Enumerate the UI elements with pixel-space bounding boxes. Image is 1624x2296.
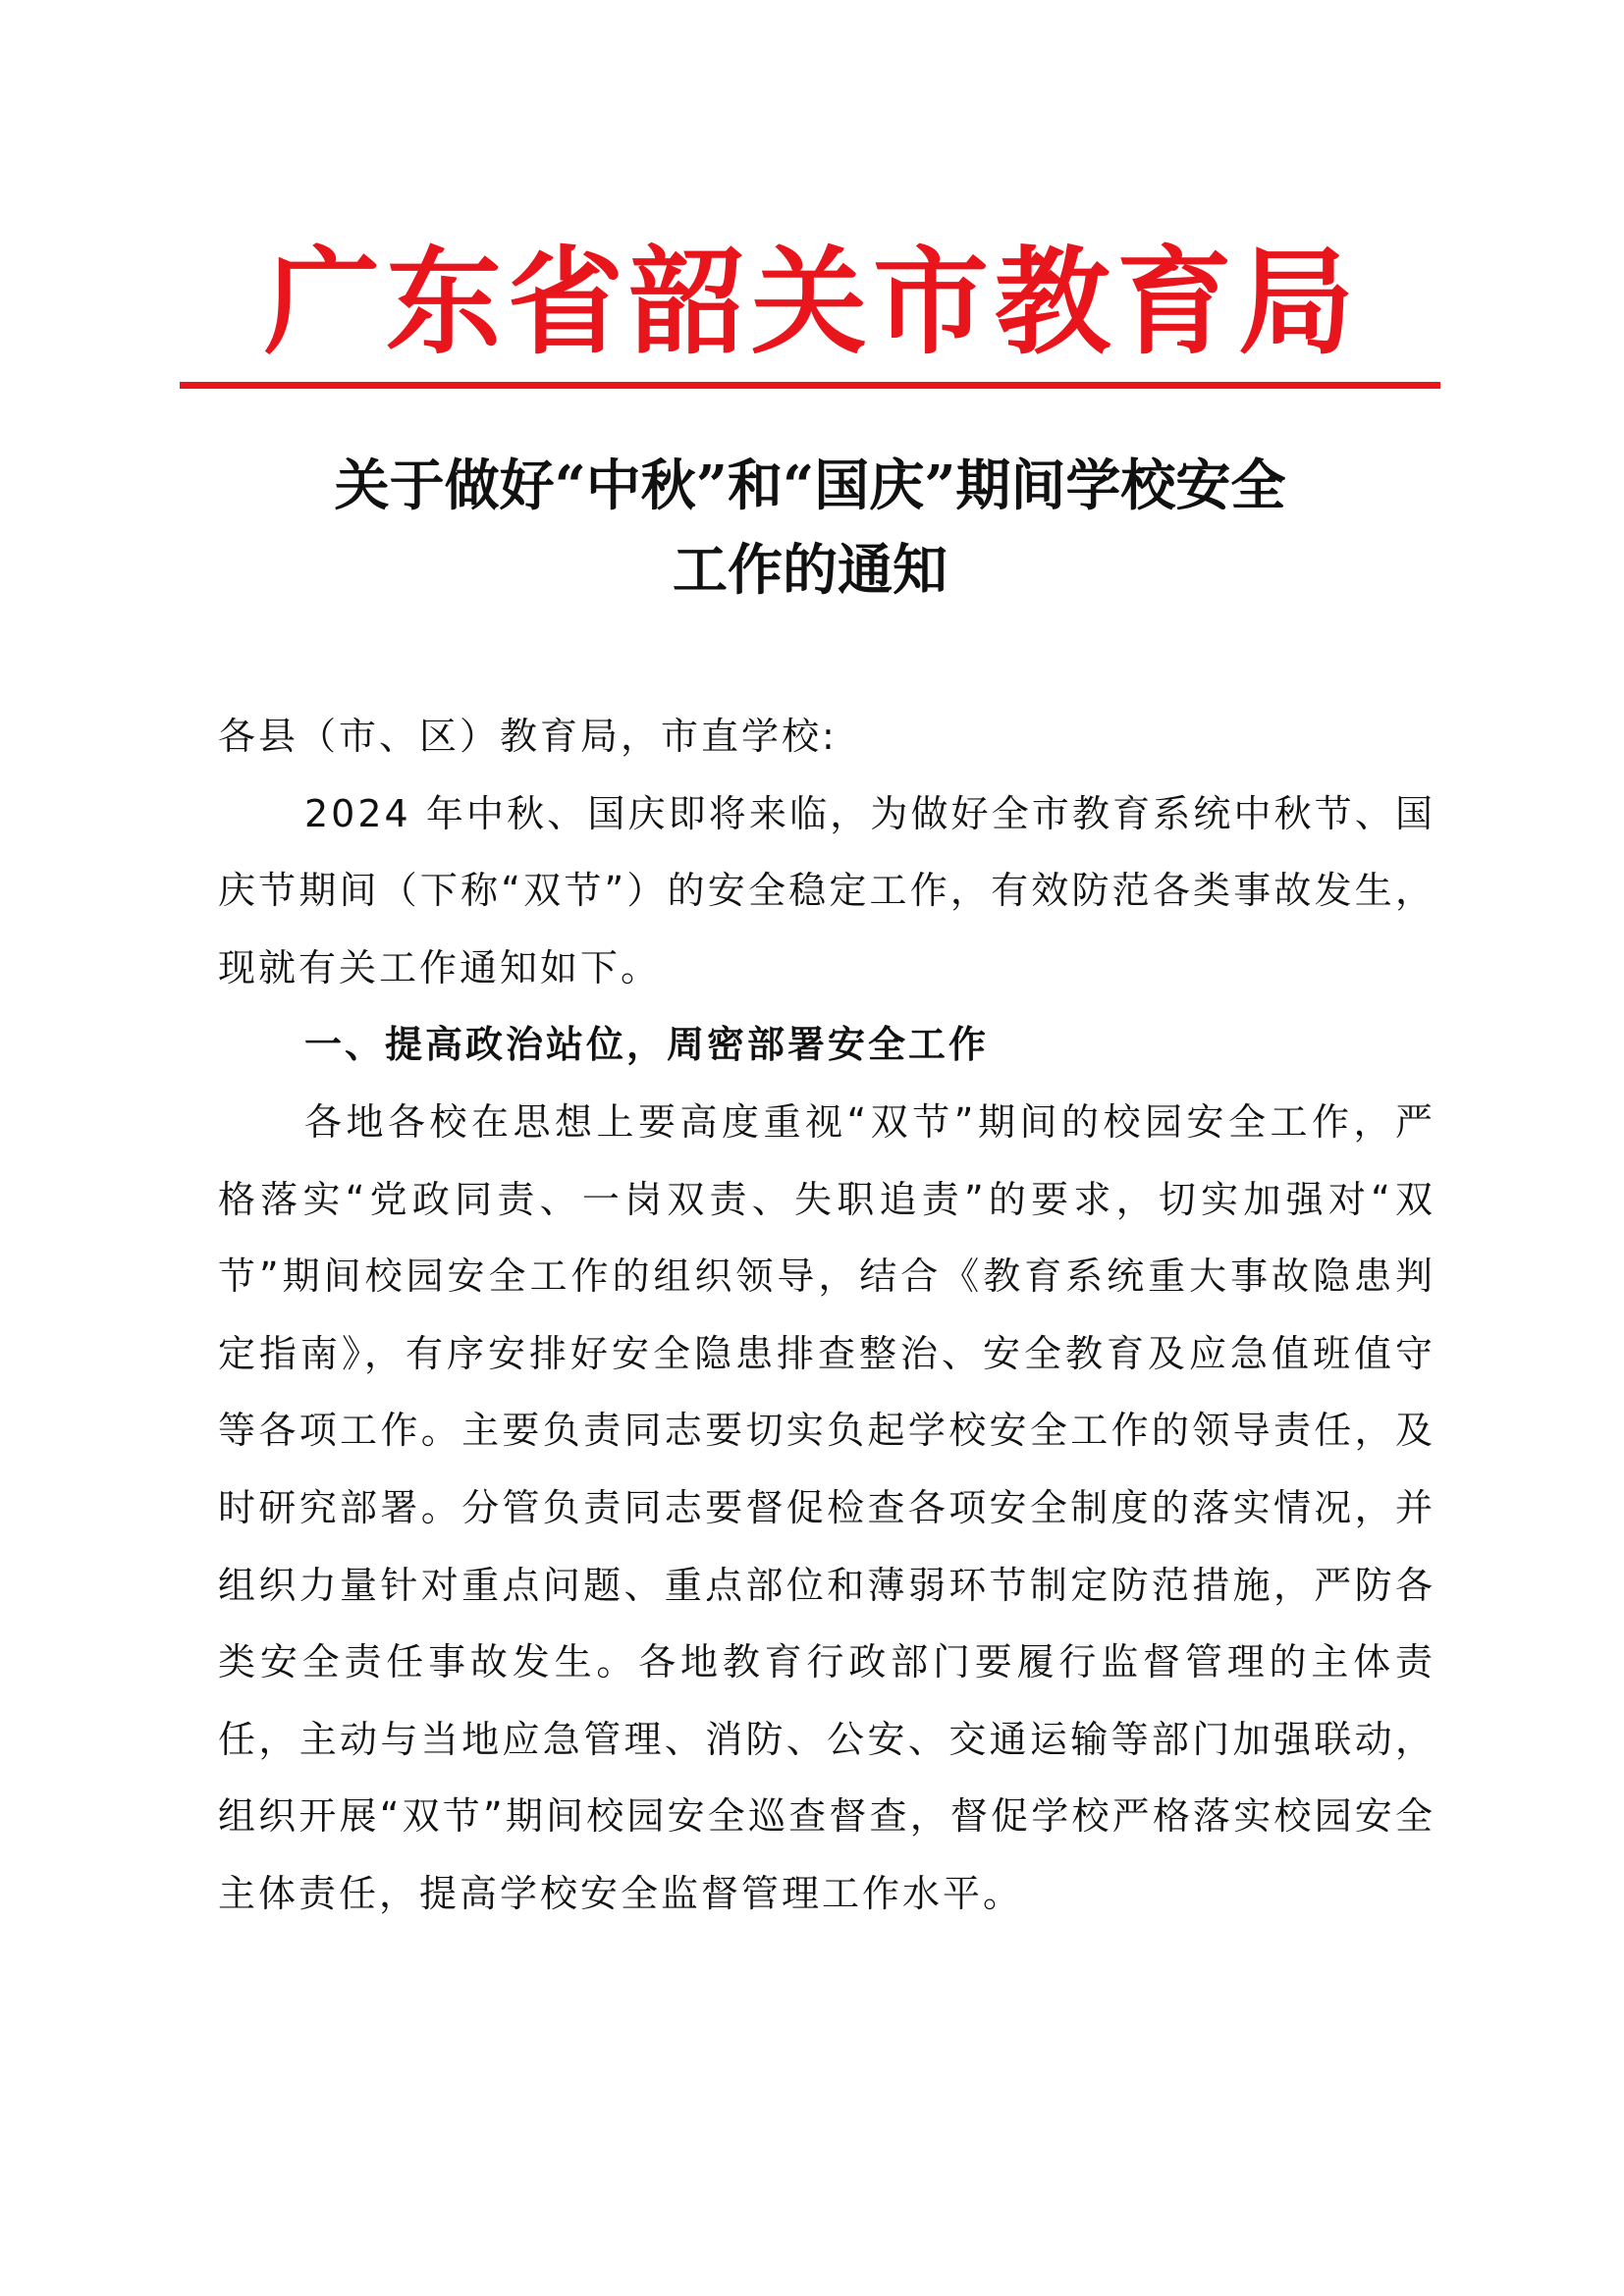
section-1-heading: 一、提高政治站位，周密部署安全工作 xyxy=(304,1023,990,1067)
document-title-line-2: 工作的通知 xyxy=(673,538,947,603)
document-body xyxy=(218,698,1435,1933)
document-title-line-1: 关于做好“中秋”和“国庆”期间学校安全 xyxy=(334,454,1286,518)
document-title xyxy=(180,444,1440,613)
section-1-paragraph: 各地各校在思想上要高度重视“双节”期间的校园安全工作，严格落实“党政同责、一岗双责、失职追责”的要求，切实加强对“双节”期间校园安全工作的组织领导，结合《教育系统重大事故隐患判定指南》，有序安排好安全隐患排查整治、安全教育及应急值班值守等各项工作。主要负责同志要切实负起学校安全工作的领导责任，及时研究部署。分管负责同志要督促检查各项安全制度的落实情况，并组织力量针对重点问题、重点部位和薄弱环节制定防范措施，严防各类安全责任事故发生。各地教育行政部门要履行监督管理的主体责任，主动与当地应急管理、消防、公安、交通运输等部门加强联动，组织开展“双节”期间校园安全巡查督查，督促学校严格落实校园安全主体责任，提高学校安全监督管理工作水平。 xyxy=(218,1099,1435,1915)
masthead-agency-name: 广东省韶关市教育局 xyxy=(263,235,1360,370)
intro-paragraph: 2024 年中秋、国庆即将来临，为做好全市教育系统中秋节、国庆节期间（下称“双节”）的安全稳定工作，有效防范各类事故发生，现就有关工作通知如下。 xyxy=(218,791,1435,989)
masthead-red-rule xyxy=(180,382,1440,389)
salutation: 各县（市、区）教育局，市直学校: xyxy=(218,715,838,758)
